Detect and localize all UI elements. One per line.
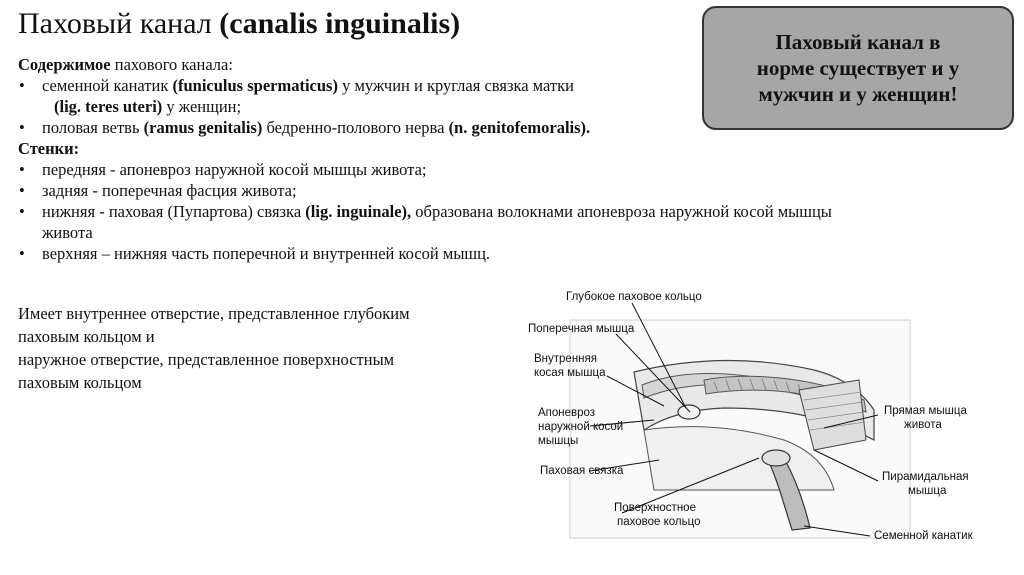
- text-span: семенной канатик: [42, 76, 173, 95]
- label-ligament: Паховая связка: [540, 465, 624, 477]
- text-span: .: [586, 118, 591, 137]
- label-aponeurosis: Апоневроз: [538, 407, 596, 419]
- label-internal-oblique: Внутренняя: [534, 353, 597, 365]
- text-span: половая ветвь: [42, 118, 144, 137]
- paragraph-line: наружное отверстие, представленное поверхностным: [18, 350, 395, 369]
- walls-heading-text: Стенки:: [18, 139, 80, 158]
- latin-term: (lig. teres uteri): [54, 97, 163, 116]
- paragraph-line: Имеет внутреннее отверстие, представленное глубоким: [18, 304, 410, 323]
- label-aponeurosis-3: мышцы: [538, 435, 579, 447]
- latin-term: (n. genitofemoralis): [448, 118, 587, 137]
- text-span: образована волокнами апоневроза наружной косой мышцы: [411, 202, 832, 221]
- label-superficial-ring-2: паховое кольцо: [617, 516, 701, 528]
- paragraph-line: паховым кольцом и: [18, 327, 155, 346]
- callout-line: Паховый канал в: [775, 30, 941, 54]
- text-span: у мужчин и круглая связка матки: [337, 76, 574, 95]
- contents-heading-rest: пахового канала:: [110, 55, 233, 74]
- callout-line: мужчин и у женщин!: [758, 82, 958, 106]
- label-superficial-ring: Поверхностное: [614, 502, 696, 514]
- label-pyramidal-2: мышца: [908, 485, 947, 497]
- callout-line: норме существует и у: [756, 56, 960, 80]
- latin-term: (funiculus spermaticus): [172, 76, 338, 95]
- list-item: [18, 117, 1008, 138]
- contents-heading-bold: Содержимое: [18, 55, 111, 74]
- label-internal-oblique-2: косая мышца: [534, 367, 606, 379]
- title-plain: Паховый канал: [18, 7, 220, 40]
- contents-heading: [18, 54, 1008, 75]
- list-item: • передняя - апоневроз наружной косой мышцы живота;: [18, 159, 1008, 180]
- walls-heading: [18, 138, 1008, 159]
- deep-ring: [678, 405, 700, 419]
- paragraph-line: паховым кольцом: [18, 373, 142, 392]
- latin-term: (ramus genitalis): [143, 118, 263, 137]
- label-rectus-2: живота: [904, 419, 942, 431]
- openings-paragraph: [18, 302, 498, 394]
- content-block: [18, 54, 1008, 264]
- list-item: [18, 201, 1008, 222]
- text-span: нижняя - паховая (Пупартова) связка: [42, 202, 306, 221]
- text-span: у женщин;: [162, 97, 242, 116]
- page-title: [18, 6, 460, 42]
- label-rectus: Прямая мышца: [884, 405, 967, 417]
- list-item-continuation: живота: [42, 223, 93, 242]
- list-item: • верхняя – нижняя часть поперечной и внутренней косой мышц.: [18, 243, 1008, 264]
- anatomy-drawing: [514, 290, 1014, 570]
- list-item: • задняя - поперечная фасция живота;: [18, 180, 1008, 201]
- label-deep-ring: Глубокое паховое кольцо: [566, 291, 702, 303]
- list-item: [18, 75, 1008, 96]
- text-span: бедренно-полового нерва: [262, 118, 449, 137]
- inguinal-canal-illustration: [514, 290, 1014, 570]
- latin-term: (lig. inguinale),: [305, 202, 412, 221]
- label-pyramidal: Пирамидальная: [882, 471, 969, 483]
- list-item-continuation: [18, 96, 1008, 117]
- superficial-ring: [762, 450, 790, 466]
- label-spermatic-cord: Семенной канатик: [874, 530, 973, 542]
- title-latin: (canalis inguinalis): [219, 7, 461, 40]
- label-transverse: Поперечная мышца: [528, 323, 635, 335]
- label-aponeurosis-2: наружной косой: [538, 421, 624, 433]
